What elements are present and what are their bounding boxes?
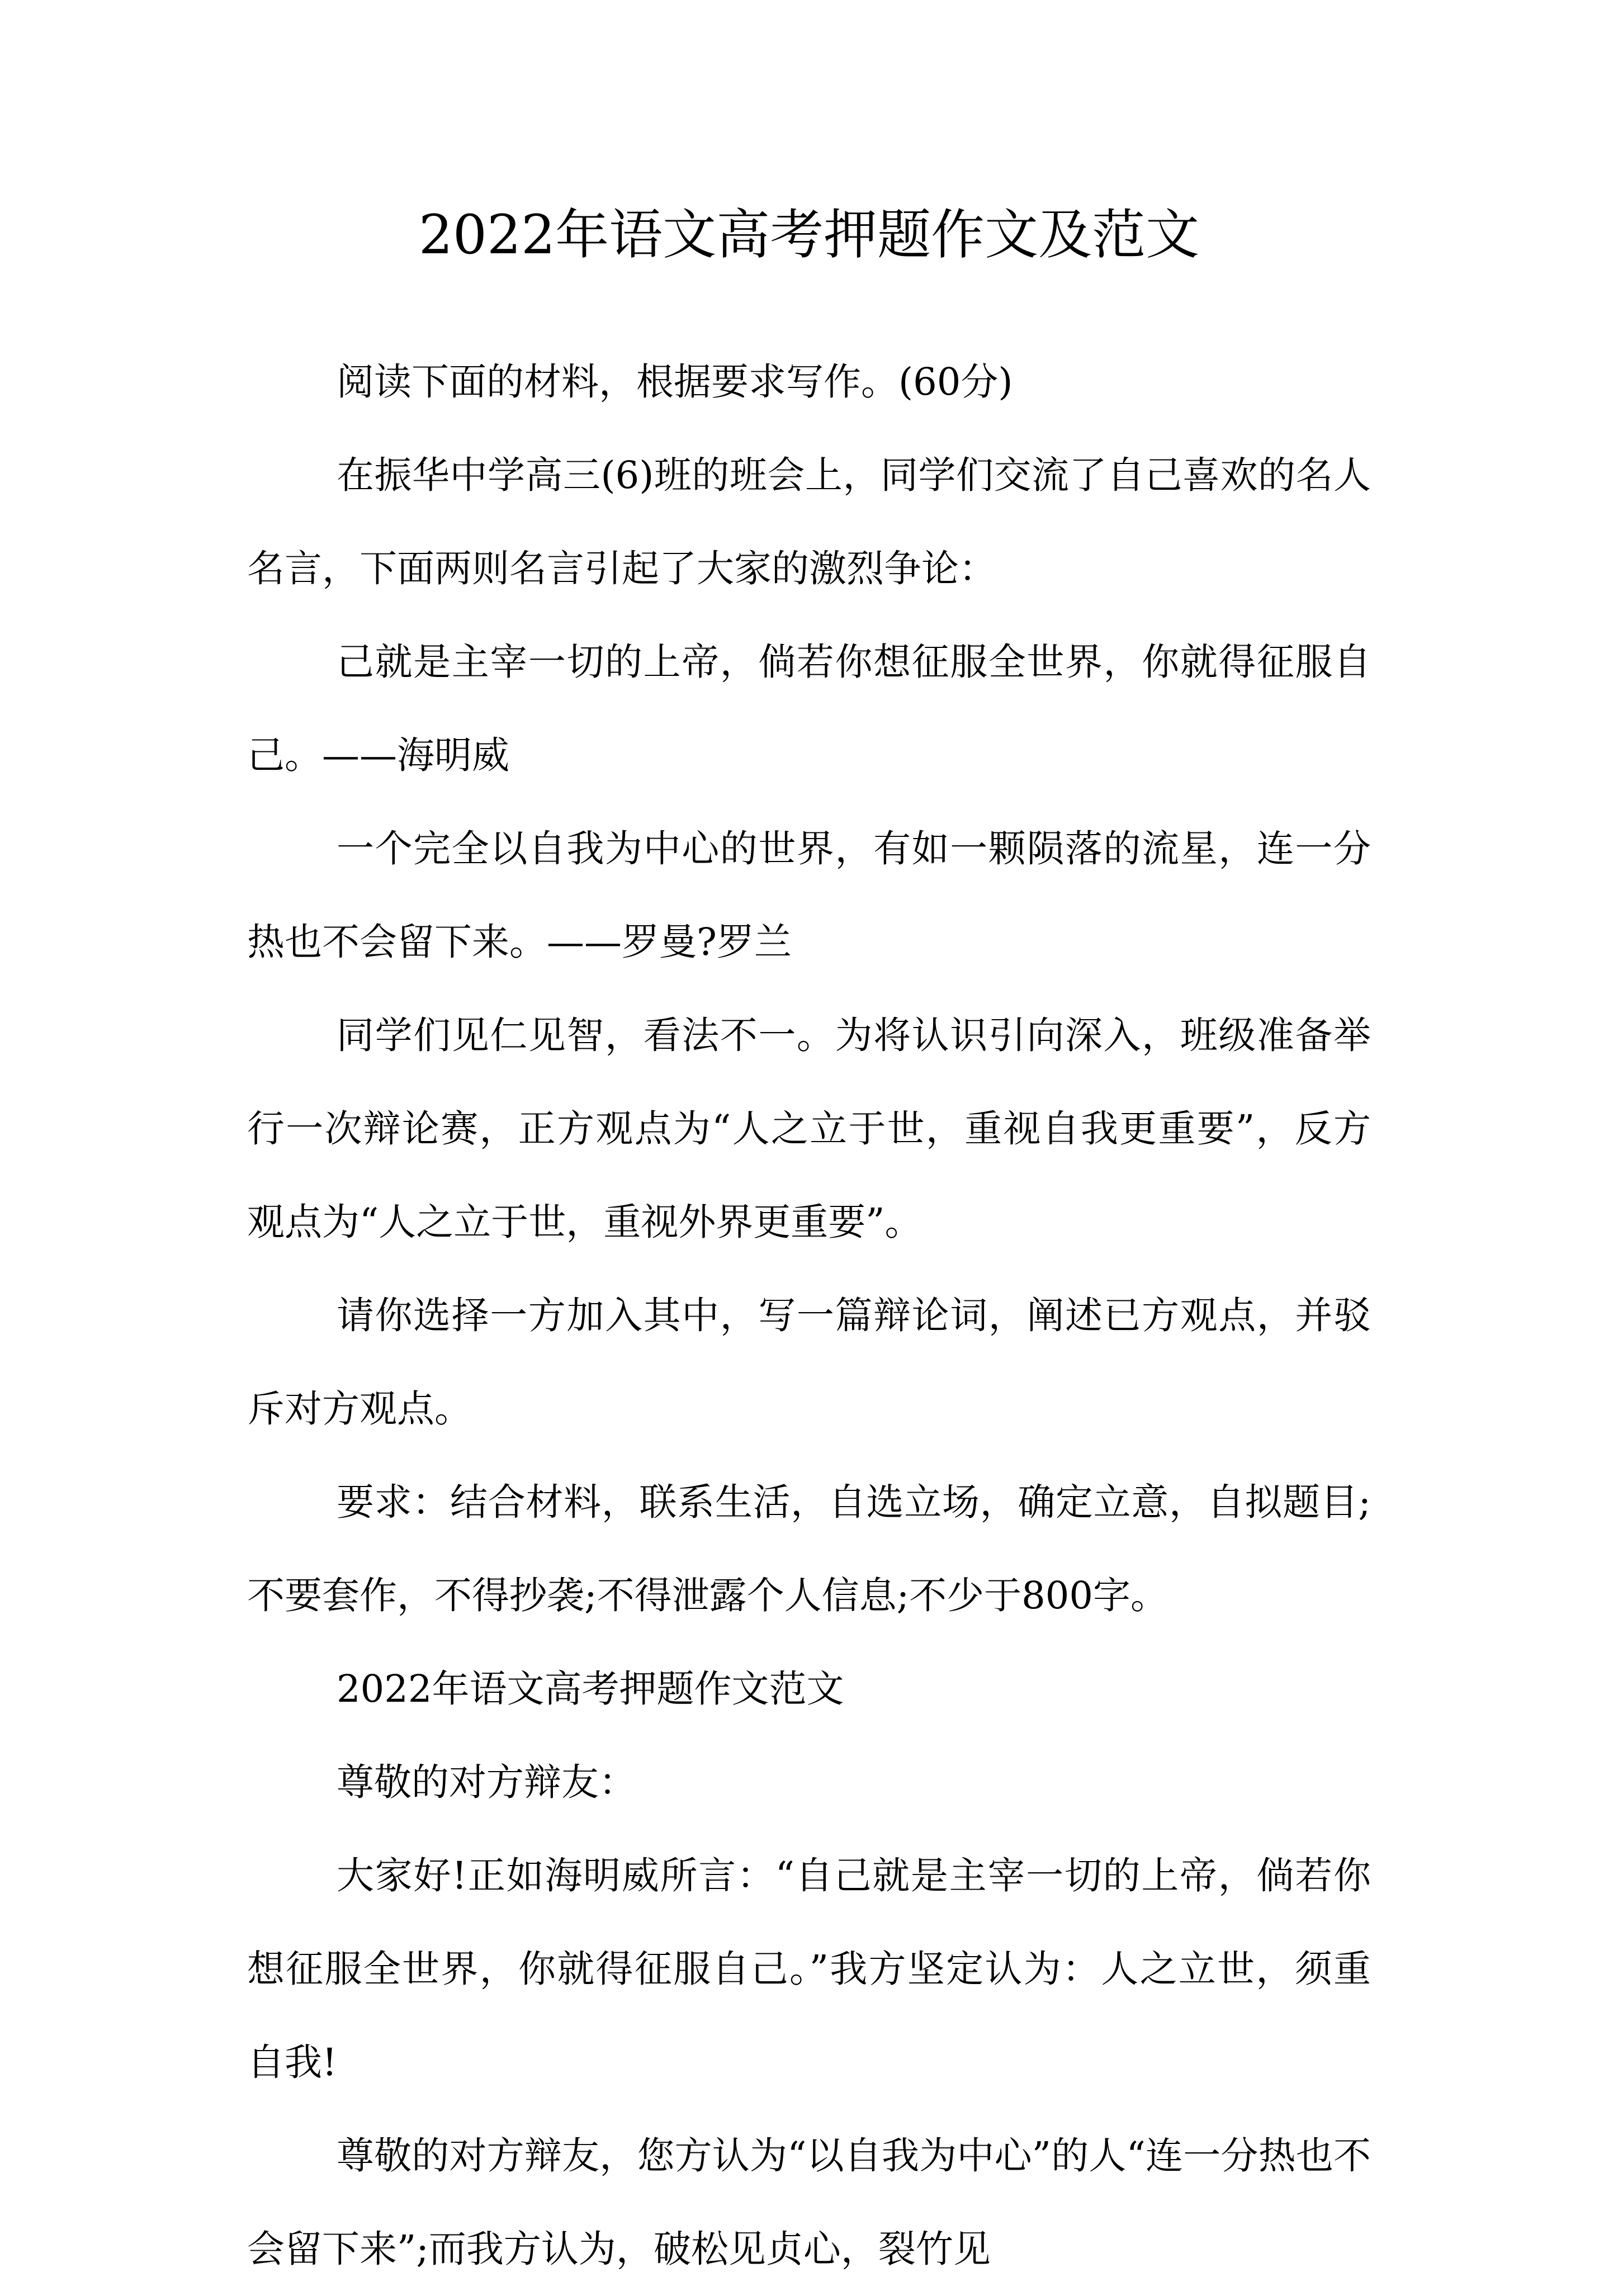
paragraph-context: 在振华中学高三(6)班的班会上，同学们交流了自己喜欢的名人名言，下面两则名言引起了大家的激烈争论： (247, 453, 1371, 590)
paragraph-debate-setup: 同学们见仁见智，看法不一。为将认识引向深入，班级准备举行一次辩论赛，正方观点为“人之立于世，重视自我更重要”，反方观点为“人之立于世，重视外界更重要”。 (247, 1014, 1371, 1244)
paragraph-argument: 尊敬的对方辩友，您方认为“以自我为中心”的人“连一分热也不会留下来”;而我方认为，破松见贞心，裂竹见 (247, 2134, 1371, 2271)
document-body (247, 335, 1371, 2296)
document-title: 2022年语文高考押题作文及范文 (418, 203, 1200, 266)
paragraph-quote-rolland: 一个完全以自我为中心的世界，有如一颗陨落的流星，连一分热也不会留下来。——罗曼?罗兰 (247, 827, 1371, 964)
paragraph-opening: 大家好!正如海明威所言：“自己就是主宰一切的上帝，倘若你想征服全世界，你就得征服自己。”我方坚定认为：人之立世，须重自我! (247, 1854, 1371, 2084)
paragraph-sample-heading: 2022年语文高考押题作文范文 (337, 1667, 844, 1711)
paragraph-task: 请你选择一方加入其中，写一篇辩论词，阐述已方观点，并驳斥对方观点。 (247, 1294, 1371, 1431)
paragraph-quote-hemingway: 己就是主宰一切的上帝，倘若你想征服全世界，你就得征服自己。——海明威 (247, 640, 1371, 777)
paragraph-requirements: 要求：结合材料，联系生活，自选立场，确定立意，自拟题目;不要套作，不得抄袭;不得泄露个人信息;不少于800字。 (247, 1480, 1371, 1617)
paragraph-instruction: 阅读下面的材料，根据要求写作。(60分) (337, 360, 1013, 404)
paragraph-salutation: 尊敬的对方辩友： (337, 1760, 636, 1804)
